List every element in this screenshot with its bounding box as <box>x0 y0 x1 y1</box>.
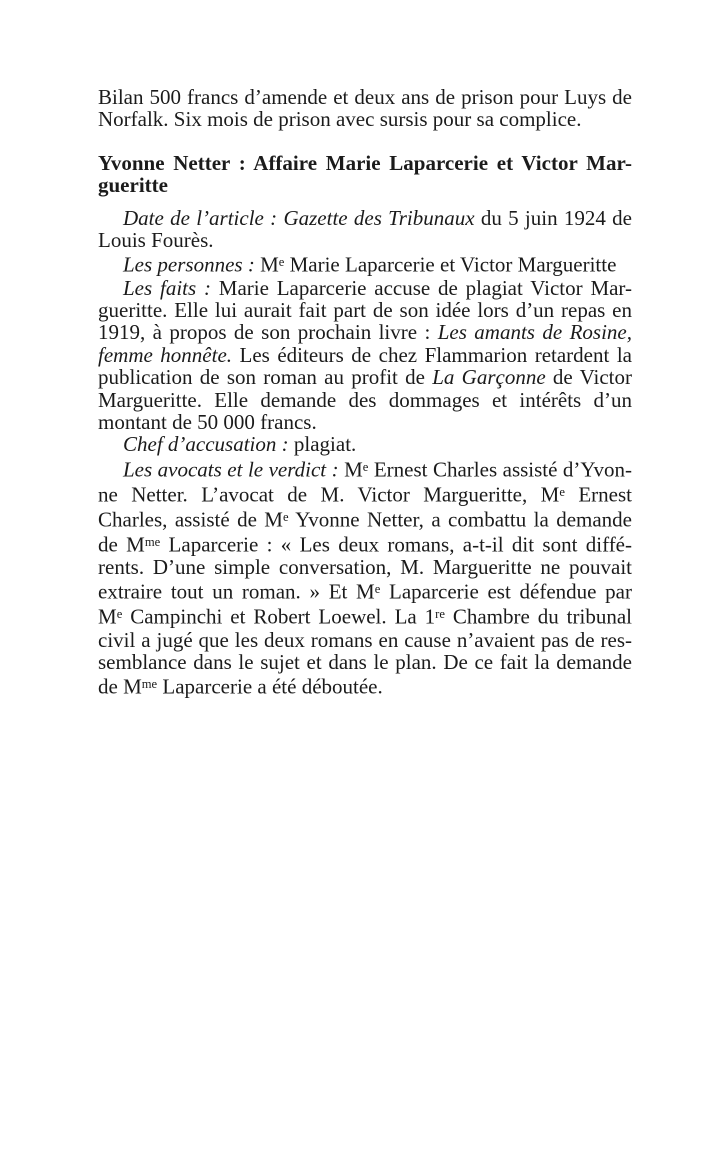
text-run: Yvonne Netter, a combattu la demande <box>288 507 632 532</box>
text-line <box>98 578 632 603</box>
text-run: Charles, assisté de M <box>98 507 283 532</box>
text-line <box>98 411 632 433</box>
text-line <box>98 86 632 108</box>
persons-paragraph <box>98 251 632 276</box>
text-run: M <box>98 605 117 630</box>
text-line <box>98 651 632 673</box>
text-line <box>98 321 632 343</box>
text-line <box>98 456 632 481</box>
superscript-run: me <box>144 534 161 549</box>
text-run: Margueritte. Elle demande des dommages et intérêts d’un <box>98 387 632 412</box>
superscript-run: me <box>141 677 158 692</box>
text-line <box>98 108 632 130</box>
text-run: gueritte. Elle lui aurait fait part de son idée lors d’un repas en <box>98 297 632 322</box>
text-line <box>98 389 632 411</box>
superscript-run: re <box>435 607 445 622</box>
text-run: Campinchi et Robert Loewel. La 1 <box>122 605 436 630</box>
text-line <box>98 481 632 506</box>
text-line <box>98 433 632 455</box>
italic-run: Date de l’article : Gazette des Tribunaux <box>123 205 475 230</box>
text-run: M <box>338 457 363 482</box>
text-line <box>98 344 632 366</box>
text-run: M <box>254 253 279 278</box>
superscript-run: e <box>278 255 285 270</box>
charge-paragraph <box>98 433 632 455</box>
text-run: rents. D’une simple conversation, M. Margueritte ne pouvait <box>98 555 632 579</box>
superscript-run: e <box>559 484 565 499</box>
continuation-paragraph <box>98 86 632 131</box>
text-run: Laparcerie : « Les deux romans, a-t-il dit sont diffé- <box>160 532 632 557</box>
text-line <box>98 251 632 276</box>
italic-run: femme honnête. <box>98 342 233 367</box>
superscript-run: e <box>116 607 123 622</box>
text-line <box>98 603 632 628</box>
italic-run: Les faits : <box>123 275 211 300</box>
italic-run: Les avocats et le verdict : <box>123 457 339 482</box>
text-run: gueritte <box>98 173 168 198</box>
text-line <box>98 229 632 251</box>
text-run: Laparcerie est défendue par <box>380 580 632 605</box>
text-line <box>98 277 632 299</box>
text-run: Marie Laparcerie accuse de plagiat Victor Mar- <box>210 275 633 300</box>
text-run: Marie Laparcerie et Victor Margueritte <box>284 253 617 278</box>
text-line <box>98 299 632 321</box>
text-line <box>98 506 632 531</box>
text-run: Bilan 500 francs d’amende et deux ans de prison pour Luys de <box>98 85 632 109</box>
text-run: 1919, à propos de son prochain livre : <box>98 320 438 345</box>
text-run: de M <box>98 675 142 699</box>
text-run: montant de 50 000 francs. <box>98 409 317 434</box>
text-run: extraire tout un roman. » Et M <box>98 580 375 605</box>
text-line <box>98 174 632 196</box>
article-date-paragraph <box>98 207 632 252</box>
text-run: civil a jugé que les deux romans en cause n’avaient pas de res- <box>98 627 632 652</box>
text-run: Les éditeurs de chez Flammarion retardent la <box>232 342 632 367</box>
text-line <box>98 531 632 556</box>
text-line <box>98 673 632 698</box>
text-run: de Victor <box>545 365 632 390</box>
italic-run: La Garçonne <box>432 365 546 390</box>
text-run: Norfalk. Six mois de prison avec sursis pour sa complice. <box>98 107 582 132</box>
text-run: de M <box>98 532 145 557</box>
facts-paragraph <box>98 277 632 434</box>
superscript-run: e <box>374 582 381 597</box>
text-run: publication de son roman au profit de <box>98 365 433 390</box>
text-run: Yvonne Netter : Affaire Marie Laparcerie et Victor Mar- <box>98 150 632 175</box>
text-run: semblance dans le sujet et dans le plan. De ce fait la demande <box>98 649 632 674</box>
text-line <box>98 629 632 651</box>
lawyers-verdict-paragraph <box>98 456 632 699</box>
text-run: Laparcerie a été déboutée. <box>157 675 383 699</box>
text-line <box>98 207 632 229</box>
section-heading <box>98 152 632 197</box>
text-run: Chambre du tribunal <box>444 605 632 630</box>
text-run: Louis Fourès. <box>98 228 214 253</box>
text-run: Ernest <box>564 482 632 507</box>
text-line <box>98 366 632 388</box>
text-run: ne Netter. L’avocat de M. Victor Margueritte, M <box>98 482 560 507</box>
superscript-run: e <box>282 509 289 524</box>
text-block <box>98 86 632 698</box>
text-run: du 5 juin 1924 de <box>474 205 632 230</box>
text-run: Ernest Charles assisté d’Yvon- <box>368 457 632 482</box>
text-line <box>98 152 632 174</box>
superscript-run: e <box>362 459 369 474</box>
text-line <box>98 556 632 578</box>
italic-run: Les amants de Rosine, <box>437 320 632 345</box>
italic-run: Chef d’accusation : <box>123 432 289 457</box>
italic-run: Les personnes : <box>123 253 255 278</box>
text-run: plagiat. <box>288 432 357 457</box>
